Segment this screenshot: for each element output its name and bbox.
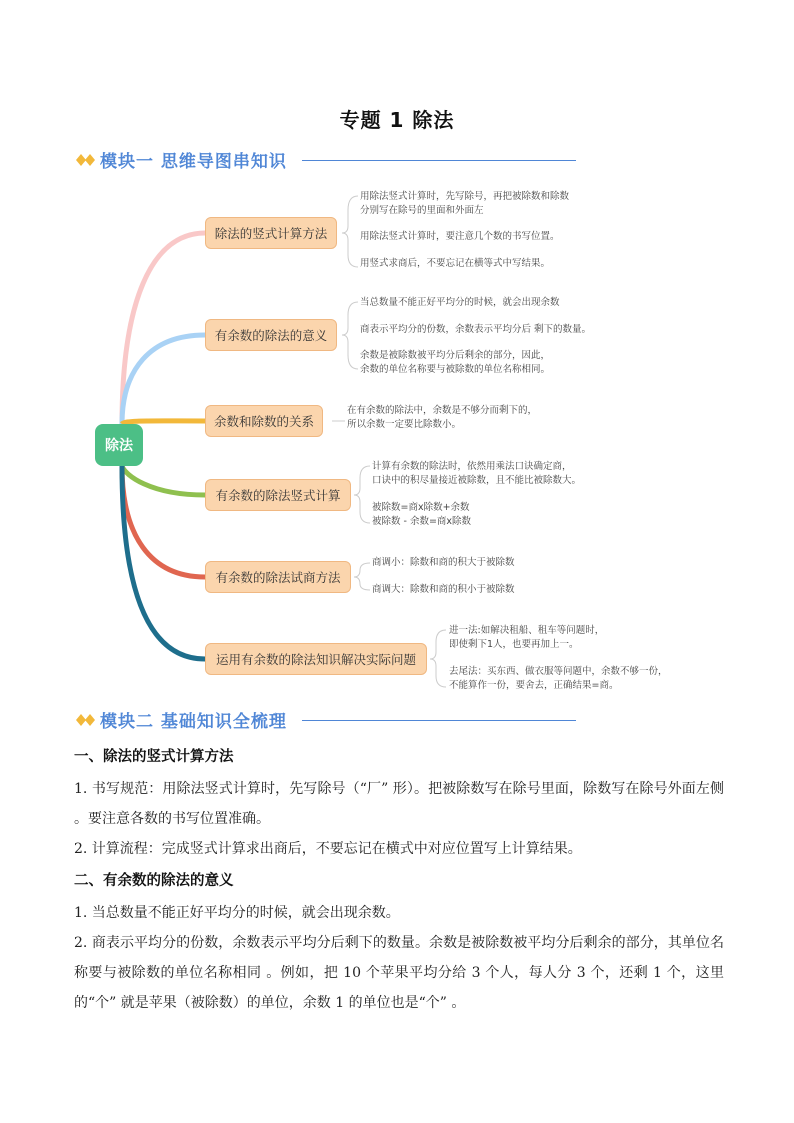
branch-practical-problems: 运用有余数的除法知识解决实际问题 — [205, 643, 427, 675]
branch-vertical-division: 除法的竖式计算方法 — [205, 217, 337, 249]
module-two-header — [76, 707, 586, 733]
leaf-text: 所以余数一定要比除数小。 — [347, 419, 462, 430]
leaf-text: 商调小：除数和商的积大于被除数 — [372, 557, 515, 568]
leaf-text: 在有余数的除法中，余数是不够分而剩下的， — [347, 405, 538, 416]
mind-map — [0, 175, 794, 705]
section-heading: 二、有余数的除法的意义 — [74, 873, 234, 889]
paragraph: 1. 书写规范：用除法竖式计算时，先写除号（“厂” 形）。把被除数写在除号里面，除数写在除号外面左侧 。要注意各数的书写位置准确。 — [74, 781, 724, 827]
knowledge-content — [74, 740, 724, 1018]
leaf-text: 用除法竖式计算时，先写除号，再把被除数和除数 — [360, 191, 570, 202]
leaf-text: 计算有余数的除法时，依然用乘法口诀确定商， — [372, 461, 572, 472]
leaf-text: 分别写在除号的里面和外面左 — [360, 205, 484, 216]
leaf-text: 余数的单位名称要与被除数的单位名称相同。 — [360, 364, 551, 375]
mind-map-root: 除法 — [95, 424, 143, 466]
leaf-text: 被除数 - 余数=商x除数 — [372, 516, 472, 527]
leaf-text: 口诀中的积尽量接近被除数，且不能比被除数大。 — [372, 475, 582, 486]
leaf-text: 去尾法：买东西、做衣服等问题中，余数不够一份， — [449, 666, 668, 677]
leaf-text: 即使剩下1人，也要再加上一。 — [449, 639, 579, 650]
module-one-header — [76, 147, 586, 173]
leaf-text: 余数是被除数被平均分后剩余的部分，因此， — [360, 350, 551, 361]
diamond-bullet-icon — [76, 153, 98, 167]
branch-remainder-vertical: 有余数的除法竖式计算 — [205, 479, 351, 511]
paragraph: 2. 商表示平均分的份数，余数表示平均分后剩下的数量。余数是被除数被平均分后剩余的部分，其单位名称要与被除数的单位名称相同 。例如，把 10 个苹果平均分给 3 个人，每人分 3 个，还剩 1 个，这里的“个” 就是苹果（被除数）的单位，余数 1 的单位也是“个” 。 — [74, 935, 724, 1011]
divider — [302, 720, 576, 721]
diamond-bullet-icon — [76, 713, 98, 727]
leaf-text: 商调大：除数和商的积小于被除数 — [372, 584, 515, 595]
leaf-text: 用竖式求商后，不要忘记在横等式中写结果。 — [360, 258, 551, 269]
bracket-2 — [342, 302, 358, 369]
leaf-text: 当总数量不能正好平均分的时候，就会出现余数 — [360, 297, 560, 308]
leaf-text: 用除法竖式计算时，要注意几个数的书写位置。 — [360, 231, 560, 242]
bracket-1 — [342, 196, 358, 267]
bracket-6 — [430, 630, 446, 687]
leaf-text: 不能算作一份，要舍去，正确结果=商。 — [449, 680, 619, 691]
bracket-5 — [354, 563, 370, 590]
branch-remainder-divisor-relation: 余数和除数的关系 — [205, 405, 323, 437]
paragraph: 1. 当总数量不能正好平均分的时候，就会出现余数。 — [74, 905, 400, 921]
module-two-title: 模块二 基础知识全梳理 — [100, 712, 287, 732]
section-heading: 一、除法的竖式计算方法 — [74, 749, 234, 765]
connector-2 — [122, 335, 205, 424]
connector-5 — [122, 466, 205, 577]
page-title: 专题 1 除法 — [339, 108, 455, 132]
connector-4 — [122, 466, 205, 495]
divider — [302, 160, 576, 161]
leaf-text: 被除数=商x除数+余数 — [372, 502, 470, 513]
branch-remainder-meaning: 有余数的除法的意义 — [205, 319, 337, 351]
leaf-text: 进一法:如解决租船、租车等问题时， — [449, 625, 605, 636]
module-one-title: 模块一 思维导图串知识 — [100, 152, 287, 172]
connector-1 — [122, 233, 205, 424]
branch-trial-quotient: 有余数的除法试商方法 — [205, 561, 351, 593]
leaf-text: 商表示平均分的份数，余数表示平均分后 剩下的数量。 — [360, 324, 592, 335]
bracket-4 — [354, 466, 370, 523]
paragraph: 2. 计算流程：完成竖式计算求出商后，不要忘记在横式中对应位置写上计算结果。 — [74, 841, 582, 857]
